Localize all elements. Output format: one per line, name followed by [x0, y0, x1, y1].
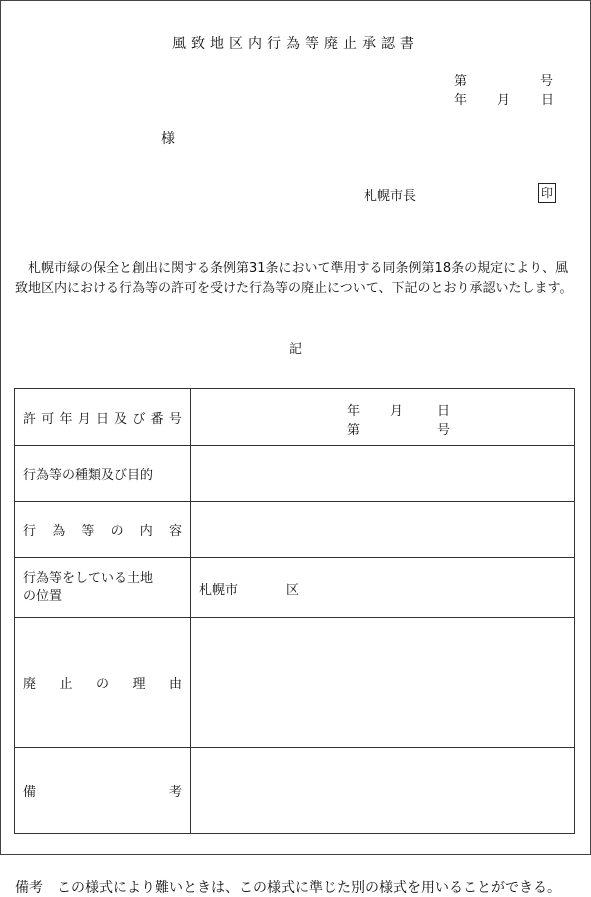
label-char: び — [132, 411, 146, 427]
label-char: 理 — [132, 677, 146, 692]
label-permit-date-number — [15, 389, 191, 445]
date-month-label: 月 — [497, 93, 511, 108]
label-char: の — [95, 677, 109, 692]
label-char: 年 — [59, 411, 73, 427]
label-text: 行為等をしている土地の位置 — [23, 570, 154, 604]
approval-paragraph: 札幌市緑の保全と創出に関する条例第31条において準用する同条例第18条の規定により、風致地区内における行為等の許可を受けた行為等の廃止について、下記のとおり承認いたします。 — [15, 261, 573, 296]
label-char: 号 — [168, 411, 182, 427]
label-type-purpose: 行為等の種類及び目的 — [15, 446, 191, 501]
cell-permit-date-number — [191, 389, 574, 445]
cell-location — [191, 558, 574, 617]
label-char: 由 — [168, 677, 182, 692]
label-char: 可 — [41, 411, 55, 427]
label-text — [23, 520, 182, 539]
number-prefix: 第 — [454, 74, 468, 89]
cell-remarks — [191, 748, 574, 833]
label-char: 行 — [23, 524, 37, 539]
ki-heading: 記 — [288, 342, 302, 357]
date-year-label: 年 — [454, 93, 468, 108]
permit-number-suffix: 号 — [437, 423, 451, 438]
label-char: 為 — [52, 524, 66, 539]
label-char: 止 — [59, 677, 73, 692]
label-char: 及 — [114, 411, 128, 427]
permit-year-label: 年 — [347, 404, 361, 419]
number-suffix: 号 — [540, 74, 554, 89]
table-row-location — [15, 558, 574, 618]
seal-mark: 印 — [538, 183, 556, 203]
footer-note: 備考 この様式により難いときは、この様式に準じた別の様式を用いることができる。 — [15, 880, 561, 896]
table-row-reason — [15, 618, 574, 748]
label-text — [23, 673, 182, 692]
label-location — [15, 558, 191, 617]
details-table — [14, 388, 575, 834]
date-day-label: 日 — [541, 93, 555, 108]
label-char: 日 — [95, 411, 109, 427]
label-content — [15, 502, 191, 557]
cell-reason — [191, 618, 574, 747]
label-char: の — [110, 524, 124, 539]
label-char: 容 — [168, 524, 182, 539]
label-char: 考 — [168, 785, 182, 800]
table-row-remarks — [15, 748, 574, 833]
label-char: 廃 — [23, 677, 37, 692]
label-char: 許 — [23, 411, 37, 427]
table-row-type-purpose — [15, 446, 574, 502]
table-row-permit — [15, 389, 574, 446]
cell-content — [191, 502, 574, 557]
permit-day-label: 日 — [437, 404, 451, 419]
permit-number-prefix: 第 — [347, 423, 361, 438]
label-char: 備 — [23, 785, 37, 800]
label-char: 番 — [150, 411, 164, 427]
addressee-suffix: 様 — [161, 131, 175, 147]
label-reason — [15, 618, 191, 747]
document-title: 風致地区内行為等廃止承認書 — [172, 36, 419, 52]
cell-type-purpose — [191, 446, 574, 501]
permit-month-label: 月 — [390, 404, 404, 419]
label-char: 等 — [81, 524, 95, 539]
location-ward: 区 — [286, 583, 300, 598]
location-city: 札幌市 — [199, 583, 239, 598]
issuer-name: 札幌市長 — [364, 189, 417, 204]
label-char: 内 — [139, 524, 153, 539]
label-text — [23, 408, 182, 427]
label-char: 月 — [77, 411, 91, 427]
label-remarks — [15, 748, 191, 833]
label-text — [23, 781, 182, 800]
table-row-content — [15, 502, 574, 558]
